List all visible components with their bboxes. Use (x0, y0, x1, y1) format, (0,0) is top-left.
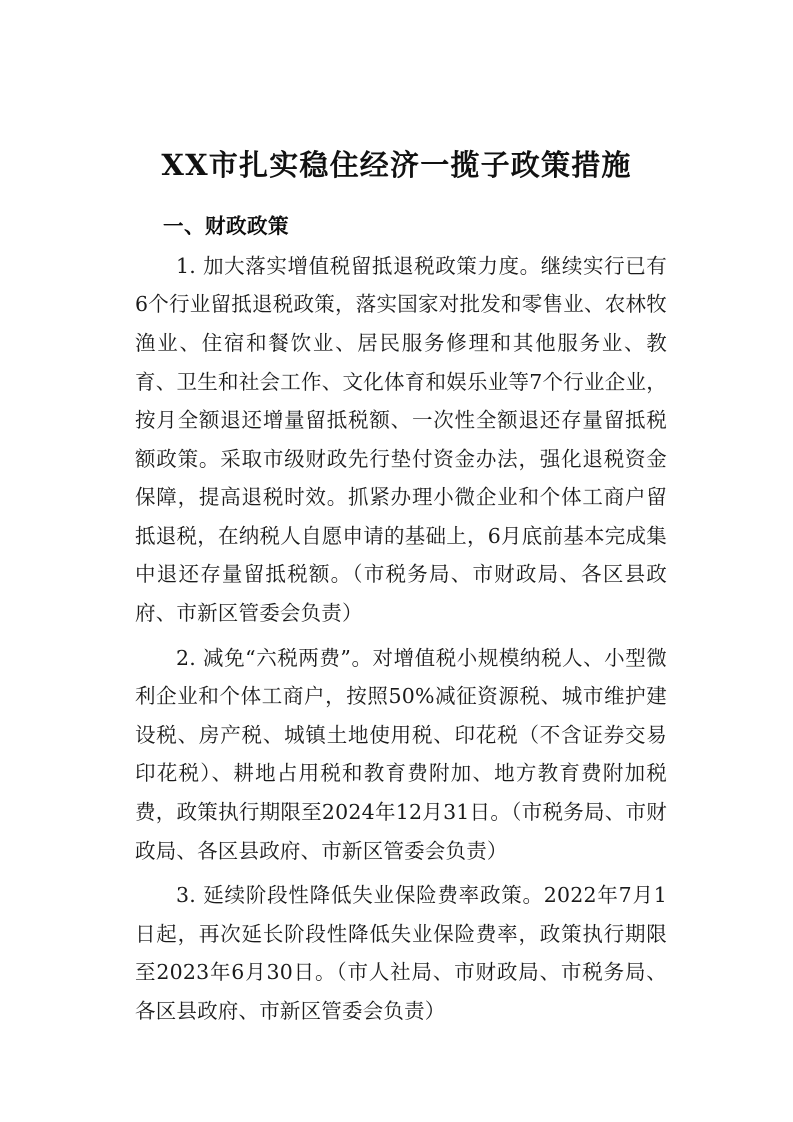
page-title: XX市扎实稳住经济一揽子政策措施 (161, 148, 632, 183)
policy-item-3: 3. 延续阶段性降低失业保险费率政策。2022年7月1日起，再次延长阶段性降低失业保险费率，政策执行期限至2023年6月30日。（市人社局、市财政局、市税务局、各区县政府、市新区管委会负责） (135, 883, 667, 1023)
policy-item-1: 1. 加大落实增值税留抵退税政策力度。继续实行已有6个行业留抵退税政策，落实国家对批发和零售业、农林牧渔业、住宿和餐饮业、居民服务修理和其他服务业、教育、卫生和社会工作、文化体育和娱乐业等7个行业企业，按月全额退还增量留抵税额、一次性全额退还存量留抵税额政策。采取市级财政先行垫付资金办法，强化退税资金保障，提高退税时效。抓紧办理小微企业和个体工商户留抵退税，在纳税人自愿申请的基础上，6月底前基本完成集中退还存量留抵税额。（市税务局、市财政局、各区县政府、市新区管委会负责） (135, 253, 667, 626)
document-body (135, 212, 667, 1031)
policy-item-2: 2. 减免“六税两费”。对增值税小规模纳税人、小型微利企业和个体工商户，按照50%减征资源税、城市维护建设税、房产税、城镇土地使用税、印花税（不含证券交易印花税）、耕地占用税和教育费附加、地方教育费附加税费，政策执行期限至2024年12月31日。（市税务局、市财政局、各区县政府、市新区管委会负责） (135, 645, 667, 863)
section-heading-fiscal-policy: 一、财政政策 (163, 214, 289, 238)
